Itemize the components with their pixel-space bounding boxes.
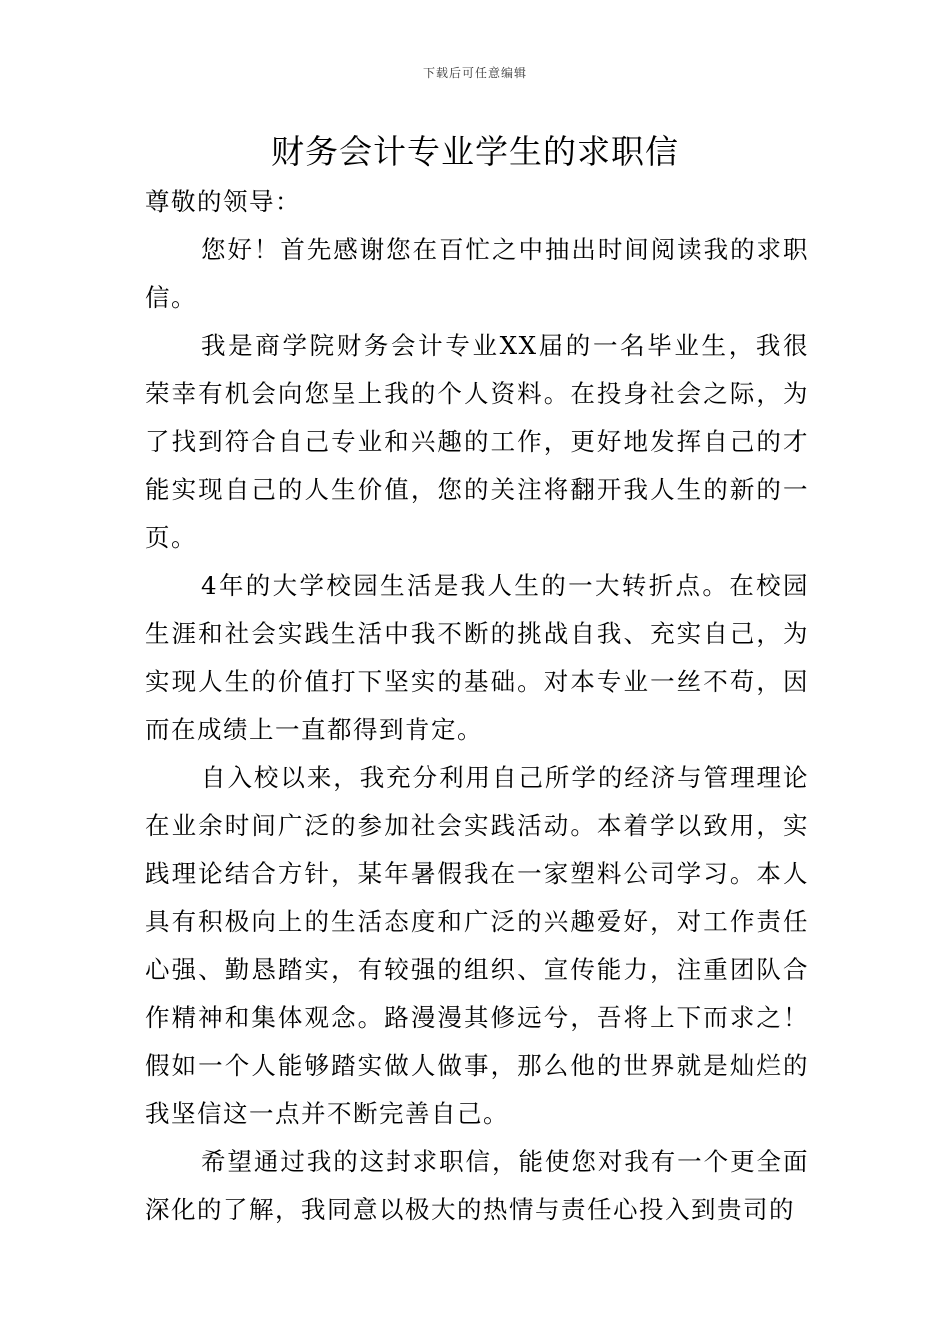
document-title: 财务会计专业学生的求职信 [271,132,679,171]
salutation: 尊敬的领导： [145,187,301,216]
letter-body [145,178,809,1234]
paragraph-closing-hope: 希望通过我的这封求职信，能使您对我有一个更全面深化的了解，我同意以极大的热情与责任心投入到贵司的 [145,1147,809,1224]
paragraph-greeting: 您好！首先感谢您在百忙之中抽出时间阅读我的求职信。 [145,235,809,312]
paragraph-introduction: 我是商学院财务会计专业XX届的一名毕业生，我很荣幸有机会向您呈上我的个人资料。在投身社会之际，为了找到符合自己专业和兴趣的工作，更好地发挥自己的才能实现自己的人生价值，您的关注将翻开我人生的新的一页。 [145,331,809,552]
paragraph-practice-experience: 自入校以来，我充分利用自己所学的经济与管理理论在业余时间广泛的参加社会实践活动。本着学以致用，实践理论结合方针，某年暑假我在一家塑料公司学习。本人具有积极向上的生活态度和广泛的兴趣爱好，对工作责任心强、勤恳踏实，有较强的组织、宣传能力，注重团队合作精神和集体观念。路漫漫其修远兮，吾将上下而求之！假如一个人能够踏实做人做事，那么他的世界就是灿烂的我坚信这一点并不断完善自己。 [145,763,809,1128]
paragraph-university-life: 4年的大学校园生活是我人生的一大转折点。在校园生涯和社会实践生活中我不断的挑战自我、充实自己，为实现人生的价值打下坚实的基础。对本专业一丝不苟，因而在成绩上一直都得到肯定。 [145,571,809,744]
header-note: 下载后可任意编辑 [422,66,527,80]
